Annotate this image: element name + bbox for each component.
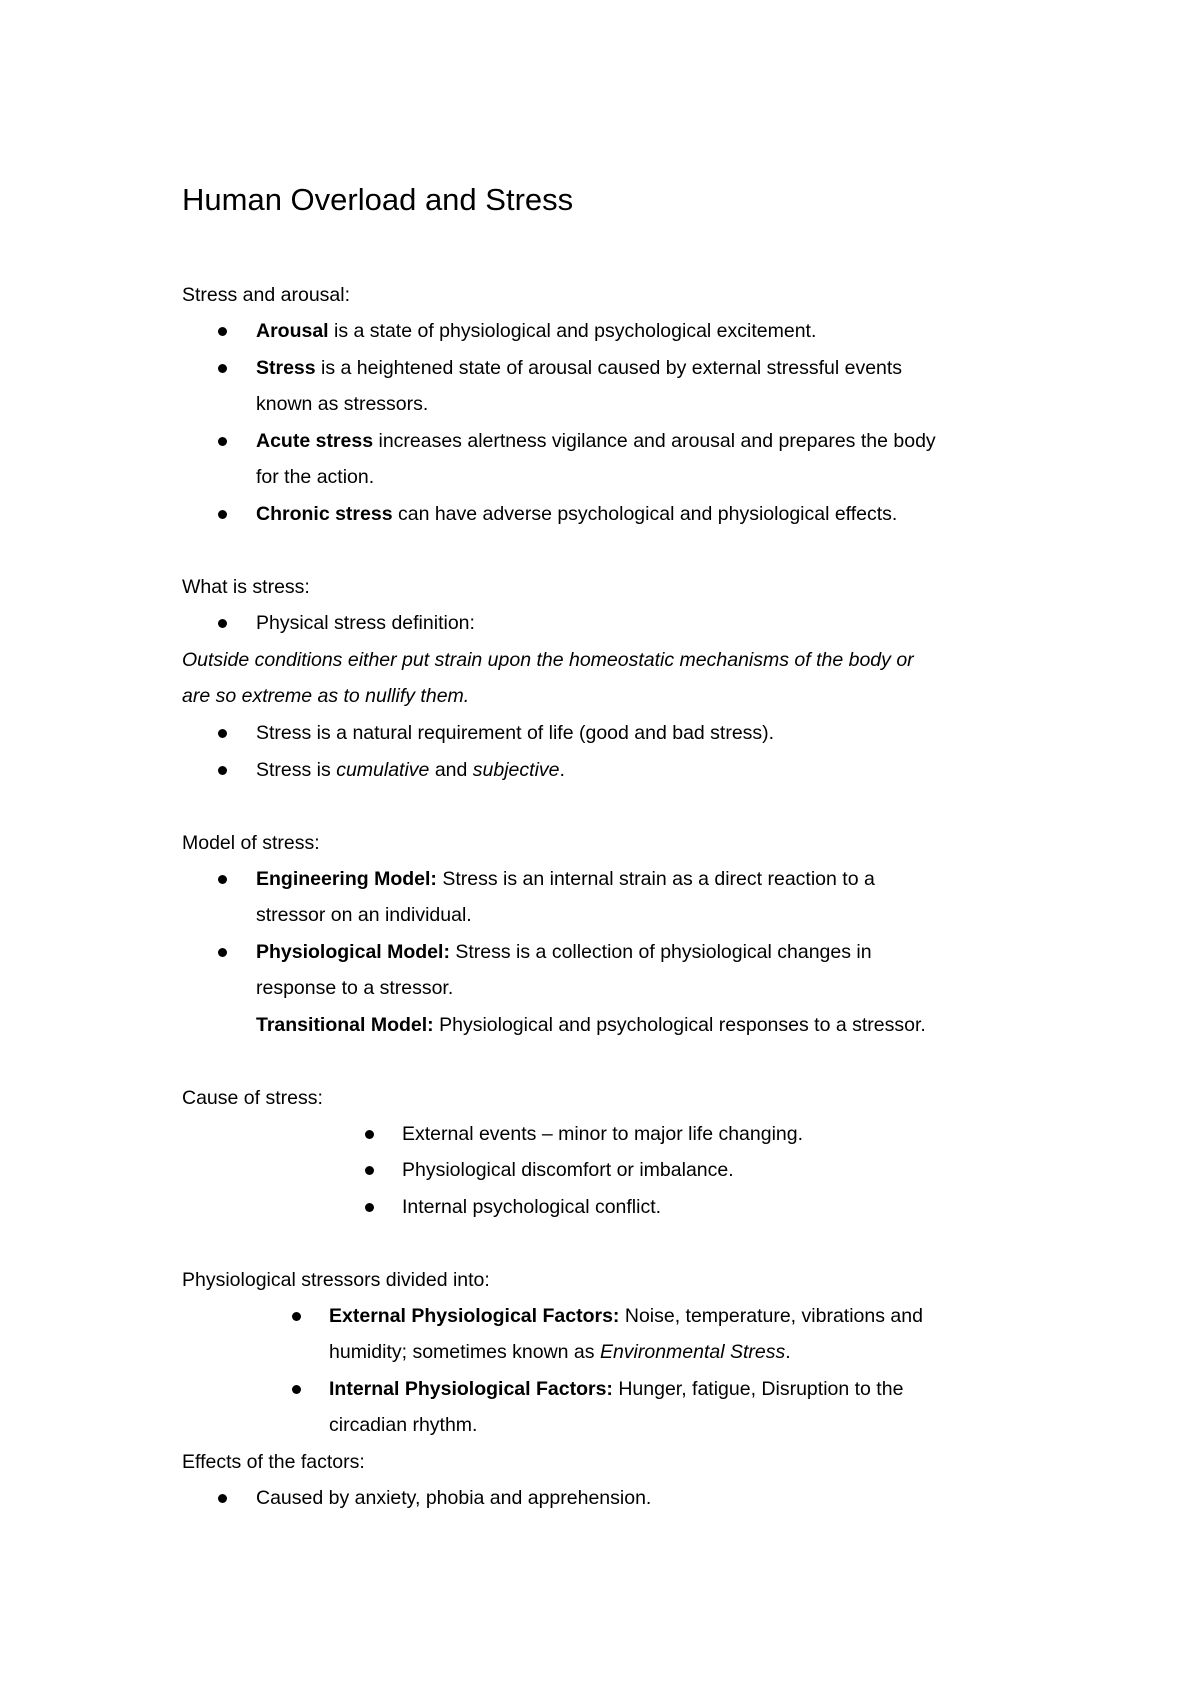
bullet-icon: [218, 437, 227, 446]
list-item-text: Engineering Model: Stress is an internal strain as a direct reaction to a stressor on an individual.: [256, 868, 875, 927]
bullet-icon: [218, 510, 227, 519]
bullet-icon: [218, 729, 227, 738]
section-heading-model: Model of stress:: [182, 832, 320, 854]
transitional-model-text: Transitional Model: Physiological and psychological responses to a stressor.: [256, 1014, 926, 1036]
list-item-text: Stress is a natural requirement of life (good and bad stress).: [256, 722, 775, 744]
page-title: Human Overload and Stress: [182, 182, 574, 217]
list-item-text: Internal psychological conflict.: [402, 1196, 662, 1218]
bullet-icon: [218, 766, 227, 775]
section-heading-physiological: Physiological stressors divided into:: [182, 1269, 490, 1291]
bullet-icon: [365, 1166, 374, 1175]
list-item-text: Acute stress increases alertness vigilance and arousal and prepares the body for the action.: [256, 430, 936, 489]
list-item-text: External Physiological Factors: Noise, temperature, vibrations and humidity; sometimes known as Environmental Stress.: [329, 1305, 923, 1364]
bullet-icon: [365, 1203, 374, 1212]
bullet-icon: [218, 875, 227, 884]
list-item-text: Stress is a heightened state of arousal caused by external stressful events known as stressors.: [256, 357, 903, 416]
bullet-icon: [218, 948, 227, 957]
bullet-icon: [292, 1385, 301, 1394]
list-item-text: Chronic stress can have adverse psychological and physiological effects.: [256, 503, 898, 525]
list-item-text: Caused by anxiety, phobia and apprehension.: [256, 1487, 652, 1509]
bullet-icon: [292, 1312, 301, 1321]
list-item-text: External events – minor to major life changing.: [402, 1123, 804, 1145]
section-heading-cause: Cause of stress:: [182, 1087, 323, 1109]
section-heading-what: What is stress:: [182, 576, 310, 598]
list-item-text: Arousal is a state of physiological and psychological excitement.: [256, 320, 817, 342]
list-item-text: Stress is cumulative and subjective.: [256, 759, 565, 781]
bullet-icon: [218, 1494, 227, 1503]
definition-text: Outside conditions either put strain upon the homeostatic mechanisms of the body or are so extreme as to nullify them.: [182, 649, 914, 708]
bullet-icon: [365, 1130, 374, 1139]
bullet-icon: [218, 619, 227, 628]
section-heading-arousal: Stress and arousal:: [182, 284, 351, 306]
list-item-text: Physiological discomfort or imbalance.: [402, 1159, 734, 1181]
list-item-text: Internal Physiological Factors: Hunger, fatigue, Disruption to the circadian rhythm.: [329, 1378, 904, 1437]
bullet-icon: [218, 327, 227, 336]
bullet-icon: [218, 364, 227, 373]
list-item-text: Physiological Model: Stress is a collection of physiological changes in response to a stressor.: [256, 941, 872, 1000]
list-item-text: Physical stress definition:: [256, 612, 475, 634]
section-heading-effects: Effects of the factors:: [182, 1451, 365, 1473]
